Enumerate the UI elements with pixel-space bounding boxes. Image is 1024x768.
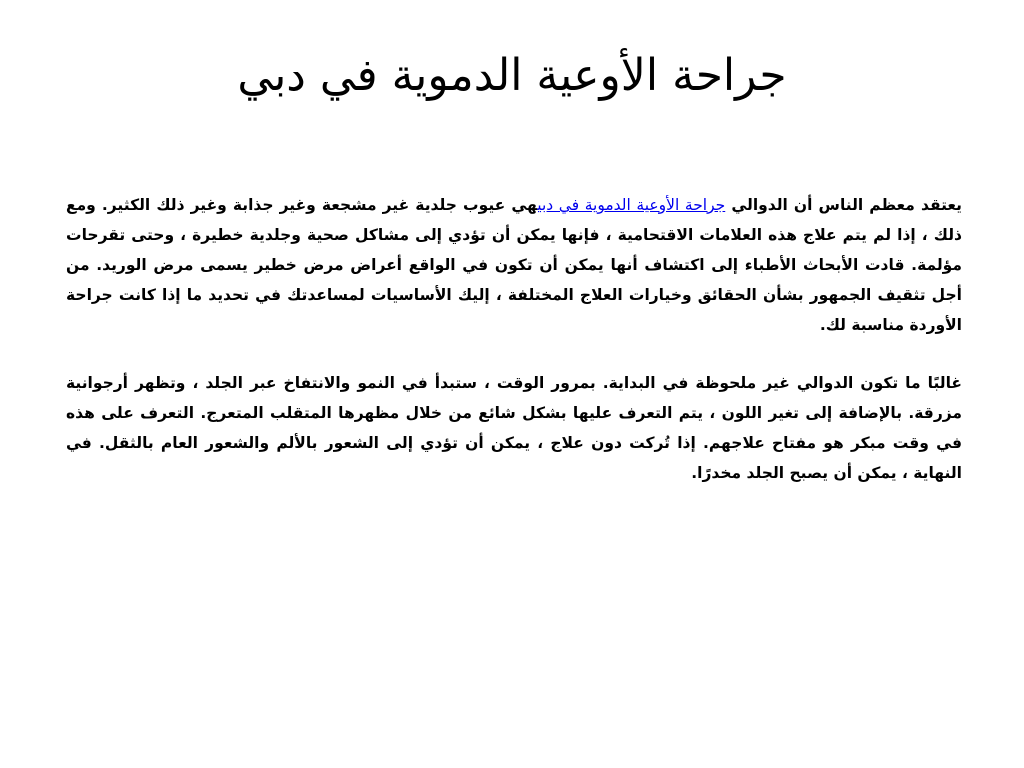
slide-title: جراحة الأوعية الدموية في دبي	[237, 50, 787, 101]
paragraph-intro-rest: هي عيوب جلدية غير مشجعة وغير جذابة وغير ذلك الكثير. ومع ذلك ، إذا لم يتم علاج هذه العلامات الاقتحامية ، فإنها يمكن أن تؤدي إلى مشاكل صحية وجلدية خطيرة ، وحتى تقرحات مؤلمة. قادت الأبحاث الأطباء إلى اكتشاف أنها يمكن أن تكون في الواقع أعراض مرض خطير يسمى مرض الوريد. من أجل تثقيف الجمهور بشأن الحقائق وخيارات العلاج المختلفة ، إليك الأساسيات لمساعدتك في تحديد ما إذا كانت جراحة الأوردة مناسبة لك.	[66, 196, 962, 334]
vascular-surgery-link[interactable]: جراحة الأوعية الدموية في دبي	[537, 196, 726, 214]
paragraph-symptoms: غالبًا ما تكون الدوالي غير ملحوظة في البداية. بمرور الوقت ، ستبدأ في النمو والانتفاخ عبر الجلد ، وتظهر أرجوانية مزرقة. بالإضافة إلى تغير اللون ، يتم التعرف عليها بشكل شائع من خلال مظهرها المتقلب المتعرج. التعرف على هذه في وقت مبكر هو مفتاح علاجهم. إذا تُركت دون علاج ، يمكن أن تؤدي إلى الشعور بالألم والشعور العام بالثقل. في النهاية ، يمكن أن يصبح الجلد مخدرًا.	[66, 374, 962, 482]
paragraph-intro	[66, 190, 962, 340]
slide-body	[66, 190, 962, 516]
paragraph-intro-lead: يعتقد معظم الناس أن الدوالي	[725, 196, 962, 214]
